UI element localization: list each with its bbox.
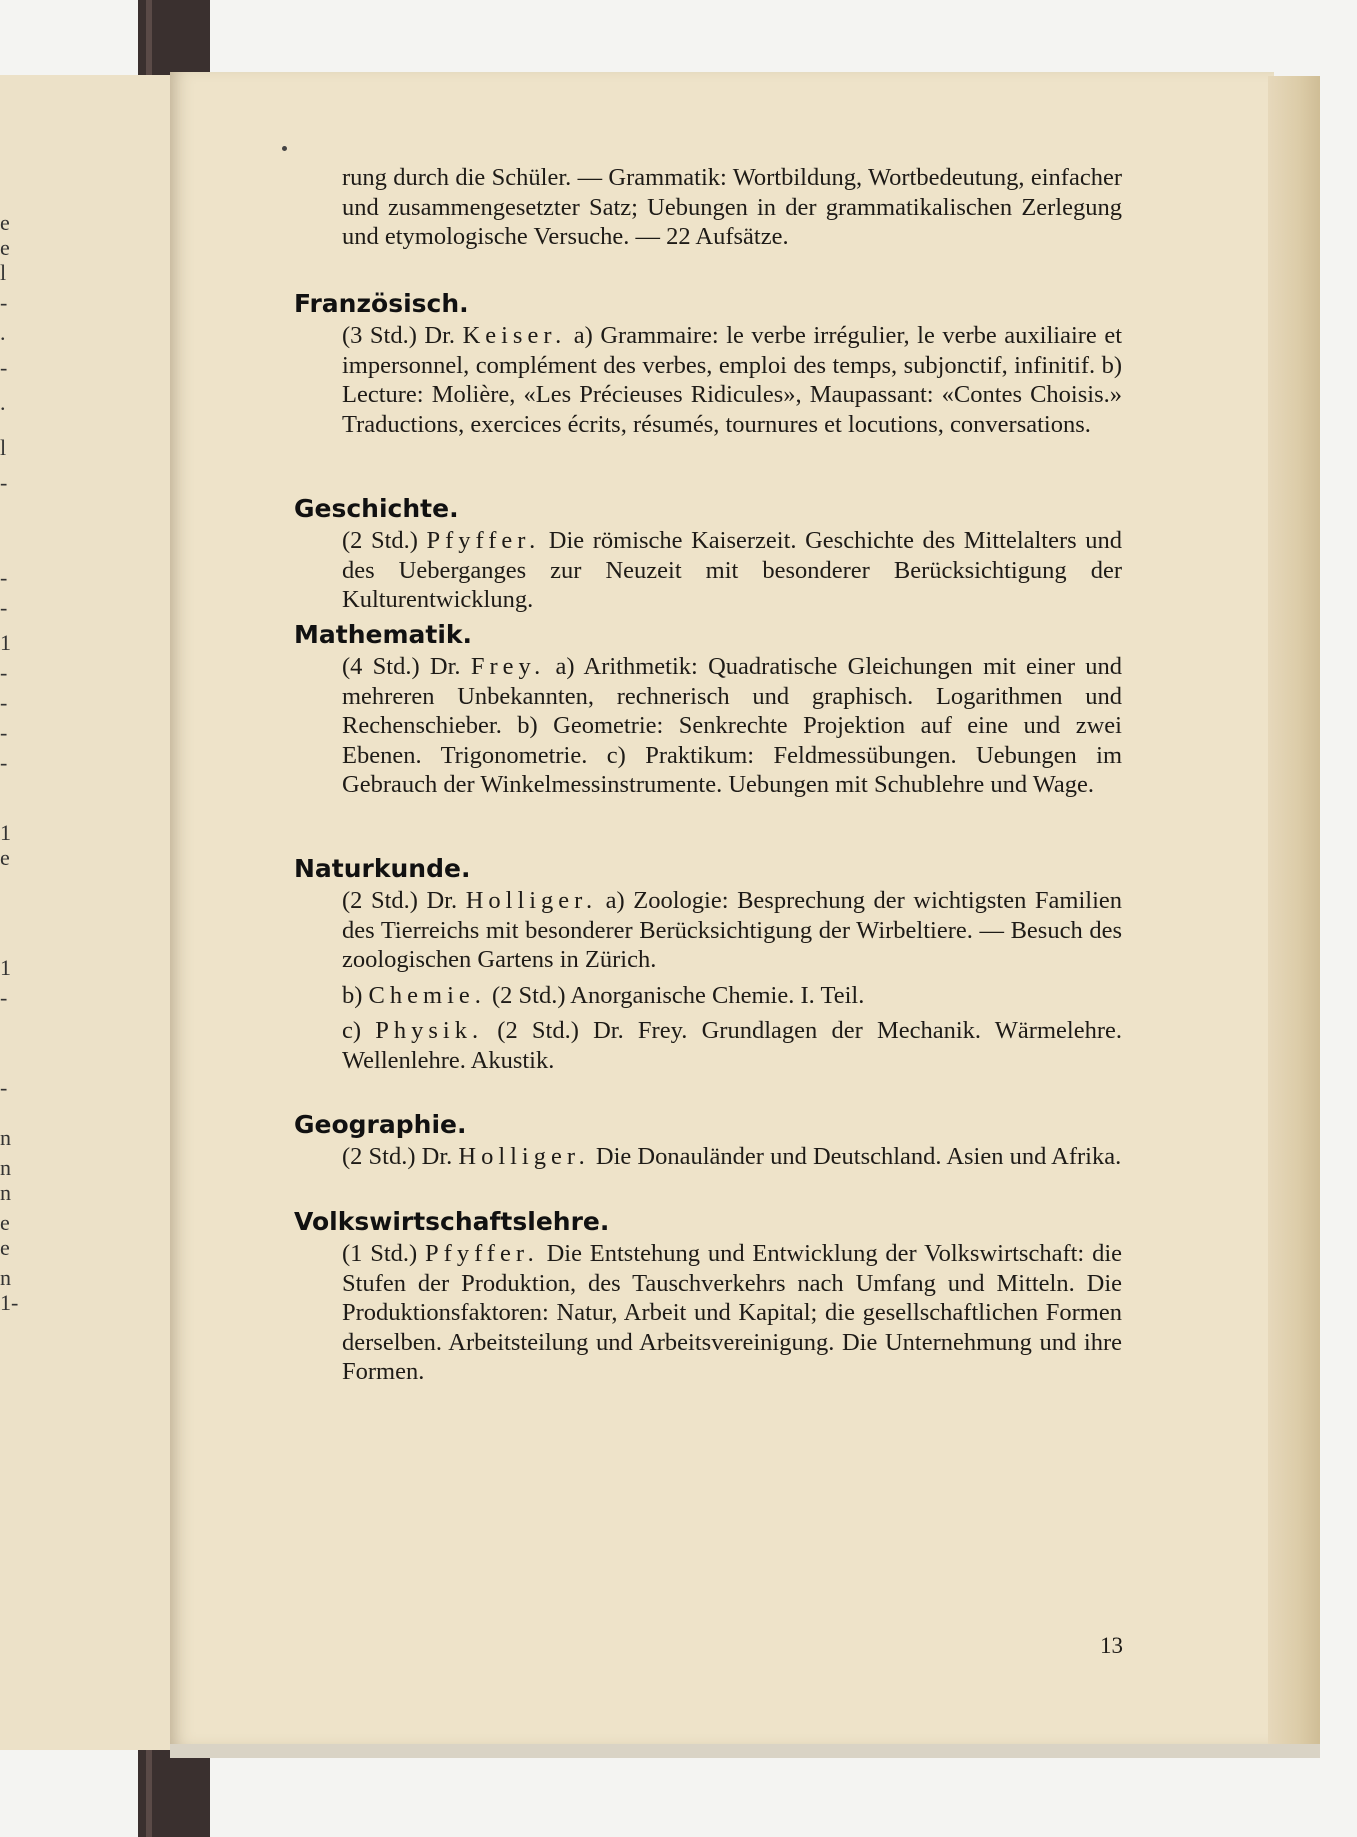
section-paragraph: (1 Std.) Pfyffer. Die Entstehung und Entwicklung der Volkswirtschaft: die Stufen der Produktion, des Tauschverkehrs nach Umfang und Mitteln. Die Produktionsfaktoren: Natur, Arbeit und Kapital; die gesellschaftlichen Formen derselben. Arbeitsteilung und Arbeitsvereinigung. Die Unternehmung und ihre Formen. bbox=[342, 1240, 1122, 1385]
edge-char: - bbox=[0, 355, 8, 380]
section-heading: Geographie. bbox=[294, 1110, 467, 1139]
edge-char: - bbox=[0, 565, 8, 590]
edge-char: 1 bbox=[0, 955, 11, 980]
edge-char: - bbox=[0, 1075, 8, 1100]
left-page-fragment bbox=[0, 75, 170, 1750]
edge-char: e bbox=[0, 1210, 10, 1235]
edge-char: 1- bbox=[0, 1290, 19, 1315]
intro-paragraph: rung durch die Schüler. — Grammatik: Wortbildung, Wortbedeutung, einfacher und zusammengesetzter Satz; Uebungen in der grammatikalischen Zerlegung und etymologische Versuche. — 22 Aufsätze. bbox=[342, 164, 1122, 250]
edge-char: n bbox=[0, 1155, 11, 1180]
page-edge-stack bbox=[1268, 76, 1320, 1744]
section-paragraph: (2 Std.) Dr. Holliger. Die Donauländer und Deutschland. Asien und Afrika. bbox=[342, 1143, 1122, 1170]
intro-section bbox=[342, 163, 1122, 252]
edge-char: e bbox=[0, 235, 10, 260]
edge-char: - bbox=[0, 720, 8, 745]
section-naturkunde bbox=[294, 852, 1123, 1075]
edge-char: 1 bbox=[0, 630, 11, 655]
edge-char: - bbox=[0, 595, 8, 620]
page-number: 13 bbox=[1100, 1633, 1123, 1658]
edge-char: n bbox=[0, 1265, 11, 1290]
section-paragraph: (4 Std.) Dr. Frey. a) Arithmetik: Quadratische Gleichungen mit einer und mehreren Unbekannten, rechnerisch und graphisch. Logarithmen und Rechenschieber. b) Geometrie: Senkrechte Projektion auf eine und zwei Ebenen. Trigonometrie. c) Praktikum: Feldmessübungen. Uebungen im Gebrauch der Winkelmessinstrumente. Uebungen mit Schublehre und Wage. bbox=[342, 653, 1123, 798]
section-volkswirtschaftslehre bbox=[294, 1205, 1122, 1387]
section-paragraph: c) Physik. (2 Std.) Dr. Frey. Grundlagen der Mechanik. Wärmelehre. Wellenlehre. Akustik. bbox=[342, 1017, 1122, 1074]
edge-char: - bbox=[0, 470, 8, 495]
edge-char: - bbox=[0, 290, 8, 315]
ink-dot bbox=[282, 146, 287, 151]
edge-char: e bbox=[0, 1235, 10, 1260]
edge-char: n bbox=[0, 1180, 11, 1205]
section-heading: Naturkunde. bbox=[294, 854, 471, 883]
edge-char: n bbox=[0, 1125, 11, 1150]
section-geschichte bbox=[294, 492, 1122, 615]
edge-char: e bbox=[0, 210, 10, 235]
section-geographie bbox=[294, 1108, 1122, 1172]
edge-char: - bbox=[0, 690, 8, 715]
edge-char: . bbox=[0, 320, 6, 345]
edge-char: - bbox=[0, 750, 8, 775]
edge-char: l bbox=[0, 260, 7, 285]
section-paragraph: b) Chemie. (2 Std.) Anorganische Chemie. I. Teil. bbox=[342, 981, 865, 1009]
section-paragraph: (3 Std.) Dr. Keiser. a) Grammaire: le verbe irrégulier, le verbe auxiliaire et impersonnel, complément des verbes, emploi des temps, subjonctif, infinitif. b) Lecture: Molière, «Les Précieuses Ridicules», Maupassant: «Contes Choisis.» Traductions, exercices écrits, résumés, tournures et locutions, conversations. bbox=[342, 322, 1122, 438]
edge-char: 1 bbox=[0, 820, 11, 845]
section-heading: Volkswirtschaftslehre. bbox=[294, 1207, 610, 1236]
section-heading: Französisch. bbox=[294, 289, 469, 318]
section-heading: Mathematik. bbox=[294, 620, 473, 649]
bottom-shadow bbox=[170, 1744, 1320, 1758]
left-page-edge-characters bbox=[0, 75, 19, 1750]
section-paragraph: (2 Std.) Pfyffer. Die römische Kaiserzeit. Geschichte des Mittelalters und des Ueberganges zur Neuzeit mit besonderer Berücksichtigung der Kulturentwicklung. bbox=[342, 527, 1122, 613]
section-mathematik bbox=[294, 618, 1123, 800]
edge-char: e bbox=[0, 845, 10, 870]
section-paragraph: (2 Std.) Dr. Holliger. a) Zoologie: Besprechung der wichtigsten Familien des Tierreichs mit besonderer Berücksichtigung der Wirbeltiere. — Besuch des zoologischen Gartens in Zürich. bbox=[342, 887, 1123, 973]
edge-char: l bbox=[0, 435, 7, 460]
section-franzoesisch bbox=[294, 287, 1122, 439]
edge-char: . bbox=[0, 390, 6, 415]
section-heading: Geschichte. bbox=[294, 494, 459, 523]
edge-char: - bbox=[0, 660, 8, 685]
edge-char: - bbox=[0, 985, 8, 1010]
